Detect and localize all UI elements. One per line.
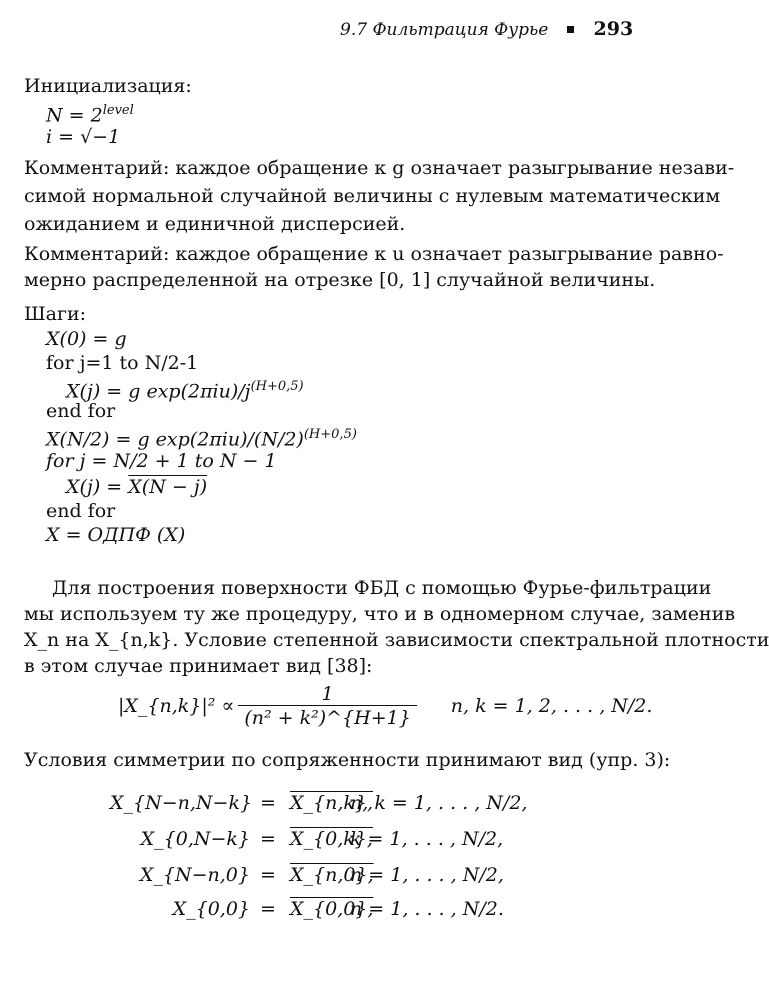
step-5-sup: (H+0,5) xyxy=(303,427,357,442)
step-5-text: X(N/2) = g exp(2πiu)/(N/2) xyxy=(46,428,304,451)
step-7-left: X(j) = xyxy=(66,476,129,498)
running-header xyxy=(340,18,633,40)
symmetry-cond: n = 1, . . . , N/2. xyxy=(350,898,504,920)
symmetry-cond: n, k = 1, . . . , N/2, xyxy=(350,792,528,814)
formula-numerator: 1 xyxy=(238,683,416,706)
init-line-1-text: N = 2 xyxy=(46,104,103,127)
symmetry-row xyxy=(0,892,641,926)
init-line-2: i = √−1 xyxy=(46,126,121,148)
step-8: end for xyxy=(46,500,116,522)
symmetry-lhs: X_{0,0} xyxy=(172,898,250,920)
para-line-2: мы используем ту же процедуру, что и в одномерном случае, заменив xyxy=(24,603,736,625)
symmetry-rhs: X_{n,0}, xyxy=(290,864,374,886)
steps-label: Шаги: xyxy=(24,303,87,325)
para-line-4: в этом случае принимает вид [38]: xyxy=(24,655,373,677)
step-5 xyxy=(46,422,357,451)
step-3-sup: (H+0,5) xyxy=(250,379,304,394)
comment-1-line-2: симой нормальной случайной величины с нулевым математическим xyxy=(24,185,721,207)
init-line-1 xyxy=(46,98,134,127)
symmetry-row xyxy=(0,822,641,856)
step-6: for j = N/2 + 1 to N − 1 xyxy=(46,450,277,472)
section-title: 9.7 Фильтрация Фурье xyxy=(340,20,549,40)
symmetry-cond: k = 1, . . . , N/2, xyxy=(350,828,504,850)
symmetry-rhs: X_{n,k}, xyxy=(290,792,374,814)
symmetry-eq: = xyxy=(260,792,276,814)
step-7-right: X(N − j) xyxy=(128,476,208,498)
header-square-icon xyxy=(567,26,574,33)
comment-1-line-1: Комментарий: каждое обращение к g означает разыгрывание незави- xyxy=(24,157,735,179)
init-line-1-sup: level xyxy=(102,103,134,118)
spectral-formula xyxy=(118,678,652,734)
symmetry-intro: Условия симметрии по сопряженности принимают вид (упр. 3): xyxy=(24,749,671,771)
page-number: 293 xyxy=(593,18,634,40)
step-9: X = ОДПФ (X) xyxy=(46,524,186,546)
step-2: for j=1 to N/2-1 xyxy=(46,352,199,374)
symmetry-rhs: X_{0,k}, xyxy=(290,828,373,850)
step-4: end for xyxy=(46,400,116,422)
symmetry-cond: n = 1, . . . , N/2, xyxy=(350,864,504,886)
para-line-1: Для построения поверхности ФБД с помощью Фурье-фильтрации xyxy=(52,577,712,599)
symmetry-lhs: X_{N−n,0} xyxy=(139,864,250,886)
init-label: Инициализация: xyxy=(24,75,192,97)
comment-2-line-1: Комментарий: каждое обращение к u означает разыгрывание равно- xyxy=(24,243,724,265)
step-3-text: X(j) = g exp(2πiu)/j xyxy=(66,380,251,403)
formula-condition: n, k = 1, 2, . . . , N/2. xyxy=(450,695,653,717)
symmetry-eq: = xyxy=(260,828,276,850)
symmetry-row xyxy=(0,786,641,820)
symmetry-lhs: X_{N−n,N−k} xyxy=(110,792,253,814)
formula-denominator: (n² + k²)^{H+1} xyxy=(244,706,411,729)
symmetry-lhs: X_{0,N−k} xyxy=(140,828,250,850)
step-3 xyxy=(66,374,304,403)
formula-fraction xyxy=(238,683,416,730)
para-line-3: X_n на X_{n,k}. Условие степенной зависимости спектральной плотности xyxy=(24,629,769,651)
comment-2-line-2: мерно распределенной на отрезке [0, 1] случайной величины. xyxy=(24,269,656,291)
comment-1-line-3: ожиданием и единичной дисперсией. xyxy=(24,213,406,235)
symmetry-eq: = xyxy=(260,864,276,886)
symmetry-rhs: X_{0,0}, xyxy=(290,898,374,920)
step-7 xyxy=(66,474,207,500)
symmetry-eq: = xyxy=(260,898,276,920)
symmetry-row xyxy=(0,858,641,892)
step-1: X(0) = g xyxy=(46,328,127,350)
formula-lhs: |X_{n,k}|² ∝ xyxy=(118,695,235,717)
